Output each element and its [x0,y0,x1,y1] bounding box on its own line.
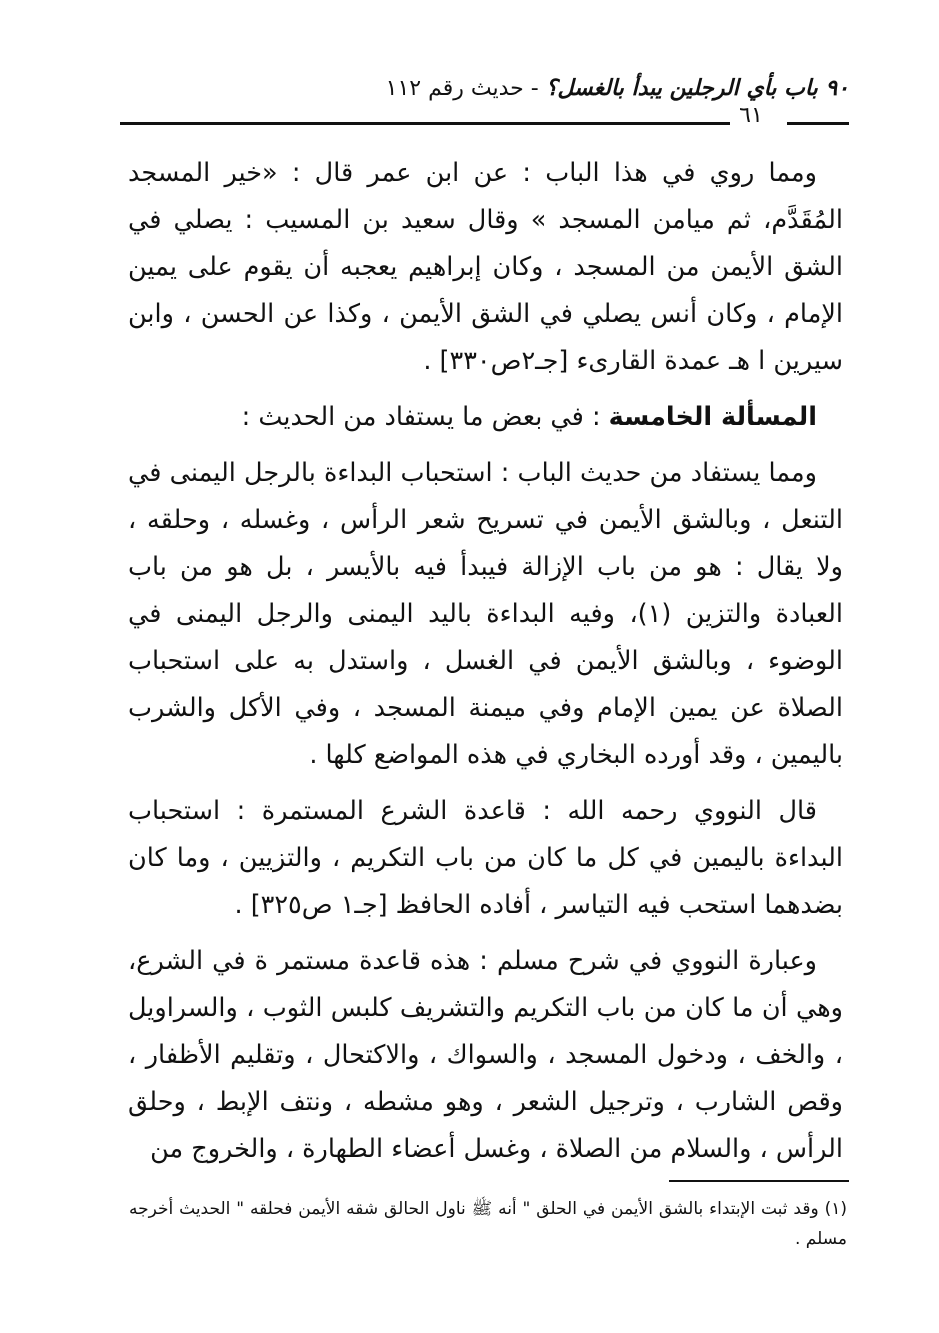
header-separator: - [523,76,546,101]
paragraph-4: قال النووي رحمه الله : قاعدة الشرع المستمرة : استحباب البداءة باليمين في كل ما كان من باب التكريم ، والتزيين ، وما كان بضدهما استحب فيه التياسر ، أفاده الحافظ [جـ١ ص٣٢٥] . [128,796,843,920]
page-number: ٦١ [739,103,763,128]
hadith-reference: حديث رقم ١١٢ [385,76,524,101]
paragraph-1: ومما روي في هذا الباب : عن ابن عمر قال : «خير المسجد المُقَدَّم، ثم ميامن المسجد » وقال سعيد بن المسيب : يصلي في الشق الأيمن من المسجد ، وكان إبراهيم يعجبه أن يقوم على يمين الإمام ، وكان أنس يصلي في الشق الأيمن ، وكذا عن الحسن ، وابن سيرين ا هـ عمدة القارىء [جـ٢ص٣٣٠] . [128,158,843,376]
paragraph-3: ومما يستفاد من حديث الباب : استحباب البداءة بالرجل اليمنى في التنعل ، وبالشق الأيمن في تسريح شعر الرأس ، وغسله ، وحلقه ، ولا يقال : هو من باب الإزالة فيبدأ فيه بالأيسر ، بل هو من باب العبادة والتزين (١)، وفيه البداءة باليد اليمنى والرجل اليمنى في الوضوء ، وبالشق الأيمن في الغسل ، واستدل به على استحباب الصلاة عن يمين الإمام وفي ميمنة المسجد ، وفي الأكل والشرب باليمين ، وقد أورده البخاري في هذه المواضع كلها . [128,458,843,770]
main-text [128,150,843,1173]
section-heading-text: : في بعض ما يستفاد من الحديث : [241,402,609,432]
footnotes [129,1194,847,1254]
footnote-1: (١) وقد ثبت الإبتداء بالشق الأيمن في الحلق " أنه ﷺ ناول الحالق شقه الأيمن فحلقه " الحديث أخرجه مسلم . [129,1199,847,1249]
chapter-title: ٩٠ باب بأي الرجلين يبدأ بالغسل؟ [545,76,849,101]
paragraph-5: وعبارة النووي في شرح مسلم : هذه قاعدة مستمر ة في الشرع، وهي أن ما كان من باب التكريم والتشريف كلبس الثوب ، والسراويل ، والخف ، ودخول المسجد ، والسواك ، والاكتحال ، وتقليم الأظفار ، وقص الشارب ، وترجيل الشعر ، وهو مشطه ، ونتف الإبط ، وحلق الرأس ، والسلام من الصلاة ، وغسل أعضاء الطهارة ، والخروج من [128,946,843,1164]
paragraph-2 [128,394,843,441]
section-heading: المسألة الخامسة [608,402,817,432]
header-rule-long [120,122,730,125]
header-rule-short [787,122,849,125]
footnote-separator [669,1180,849,1182]
